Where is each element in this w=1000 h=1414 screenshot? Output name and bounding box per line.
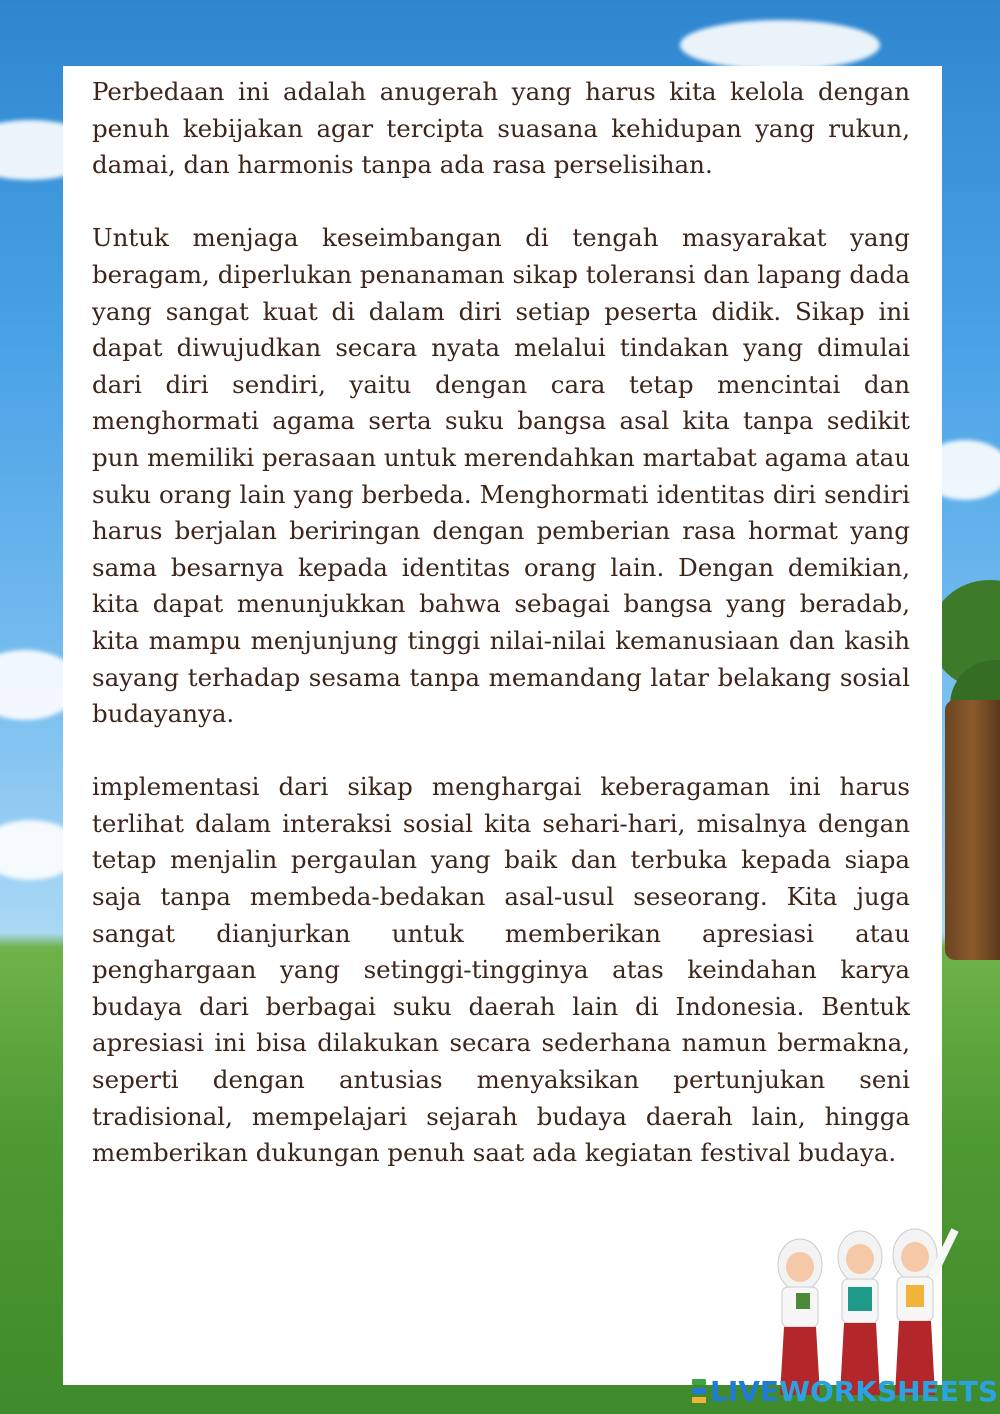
liveworksheets-mark-icon xyxy=(692,1379,706,1403)
paragraph-3: implementasi dari sikap menghargai keberagaman ini harus terlihat dalam interaksi sosial kita sehari-hari, misalnya dengan tetap menjalin pergaulan yang baik dan terbuka kepada siapa saja tanpa membeda-bedakan asal-usul seseorang. Kita juga sangat dianjurkan untuk memberikan apresiasi atau penghargaan yang setinggi-tingginya atas keindahan karya budaya dari berbagai suku daerah lain di Indonesia. Bentuk apresiasi ini bisa dilakukan secara sederhana namun bermakna, seperti dengan antusias menyaksikan pertunjukan seni tradisional, mempelajari sejarah budaya daerah lain, hingga memberikan dukungan penuh saat ada kegiatan festival budaya. xyxy=(92,772,910,1168)
student-left xyxy=(778,1239,822,1395)
logo-text-worksheets: WORKSHEETS xyxy=(779,1374,999,1408)
paragraph-2: Untuk menjaga keseimbangan di tengah masyarakat yang beragam, diperlukan penanaman sikap toleransi dan lapang dada yang sangat kuat di dalam diri setiap peserta didik. Sikap ini dapat diwujudkan secara nyata melalui tindakan yang dimulai dari diri sendiri, yaitu dengan cara tetap mencintai dan menghormati agama serta suku bangsa asal kita tanpa sedikit pun memiliki perasaan untuk merendahkan martabat agama atau suku orang lain yang berbeda. Menghormati identitas diri sendiri harus berjalan beriringan dengan pemberian rasa hormat yang sama besarnya kepada identitas orang lain. Dengan demikian, kita dapat menunjukkan bahwa sebagai bangsa yang beradab, kita mampu menjunjung tinggi nilai-nilai kemanusiaan dan kasih sayang terhadap sesama tanpa memandang latar belakang sosial budayanya. xyxy=(92,223,910,729)
liveworksheets-logo xyxy=(692,1374,998,1408)
paragraph-1: Perbedaan ini adalah anugerah yang harus kita kelola dengan penuh kebijakan agar tercipta suasana kehidupan yang rukun, damai, dan harmonis tanpa ada rasa perselisihan. xyxy=(92,77,910,180)
student-right xyxy=(893,1229,955,1395)
body-text xyxy=(92,74,910,1208)
logo-text-live: LIVE xyxy=(710,1374,780,1408)
student-middle xyxy=(838,1231,882,1395)
